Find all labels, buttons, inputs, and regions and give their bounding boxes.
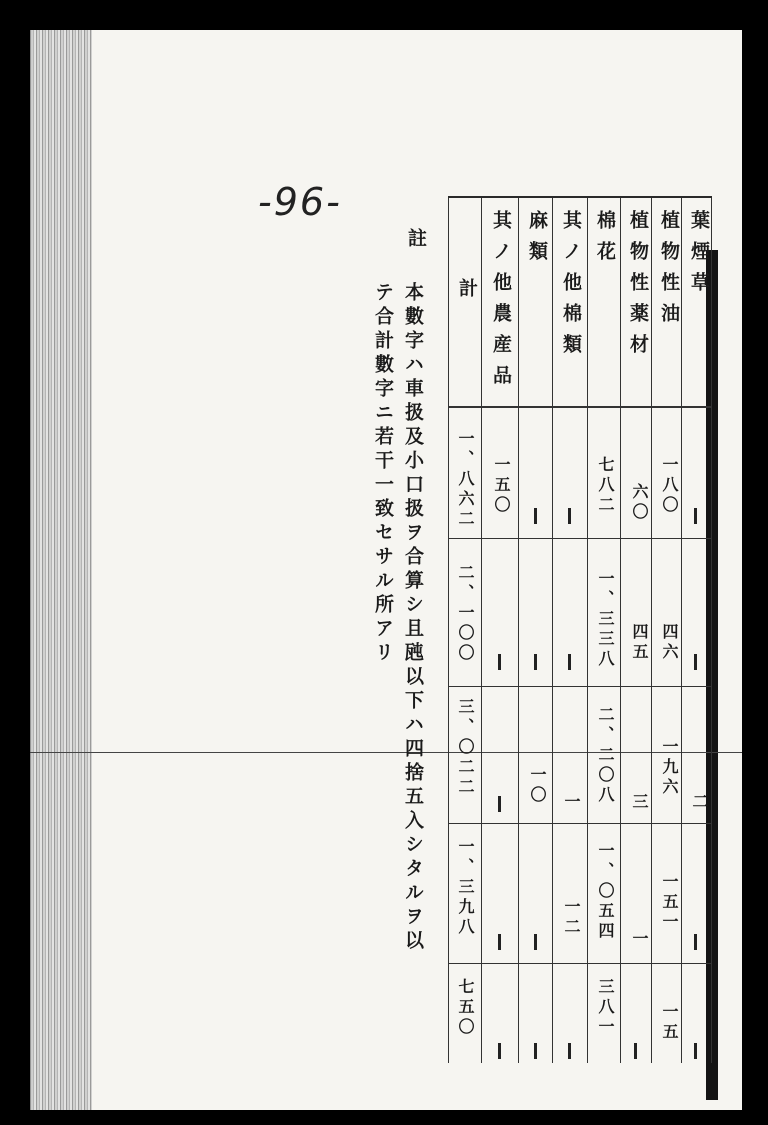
table-cell: 一 [630,930,649,950]
table-cell [534,654,537,670]
table-cell: 一、〇五四 [596,842,615,942]
table-cell: 二、一〇〇 [456,564,475,664]
table-cell [534,934,537,950]
table-cell [694,1043,697,1059]
table-cell [568,1043,571,1059]
table-cell: 七五〇 [456,978,475,1038]
table-cell [534,1043,537,1059]
row-header-tobacco: 葉煙草 [688,210,710,303]
table-cell [568,508,571,524]
row-header-hemp: 麻類 [526,210,548,272]
table-cell: 一九六 [660,738,679,798]
table-cell: 一八〇 [660,456,679,516]
table-cell [498,796,501,812]
table-cell: 一五 [660,1003,679,1043]
table-cell [534,508,537,524]
note-label: 註 [405,228,427,247]
table-cell [694,934,697,950]
table-cell [498,934,501,950]
table-cell: 二 [690,793,709,813]
statistics-table [448,196,712,1063]
table-cell: 七八二 [596,456,615,516]
table-cell: 二、二〇八 [596,706,615,806]
row-header-other-cotton: 其ノ他棉類 [560,210,582,365]
table-cell: 六〇 [630,483,649,523]
table-cell: 三八一 [596,978,615,1038]
table-cell: 一〇 [528,766,547,806]
row-header-medicinal-herbs: 植物性薬材 [627,210,649,365]
table-cell [694,654,697,670]
table-cell [694,508,697,524]
note-line-2: テ合計數字ニ若干一致セサル所アリ [372,282,394,666]
table-cell [498,1043,501,1059]
table-cell: 三 [630,793,649,813]
row-header-cotton: 棉花 [594,210,616,272]
table-cell [568,654,571,670]
table-cell: 一五一 [660,873,679,933]
table-cell: 一 [562,793,581,813]
row-header-total: 計 [456,278,478,309]
page-number: -96- [258,180,342,224]
table-cell: 一、八六二 [456,430,475,530]
table-cell: 三、〇二二 [456,698,475,798]
book-binding-edge [30,30,92,1110]
table-cell: 一五〇 [492,456,511,516]
row-header-vegetable-oil: 植物性油 [658,210,680,334]
table-cell [498,654,501,670]
table-cell [634,1043,637,1059]
table-cell: 一二 [562,898,581,938]
table-cell: 四五 [630,623,649,663]
row-header-other-farm-products: 其ノ他農産品 [490,210,512,396]
note-line-1: 本數字ハ車扱及小口扱ヲ合算シ且瓲以下ハ四捨五入シタルヲ以 [402,282,424,954]
table-cell: 一、三三八 [596,570,615,670]
table-cell: 四六 [660,623,679,663]
table-cell: 一、三九八 [456,838,475,938]
